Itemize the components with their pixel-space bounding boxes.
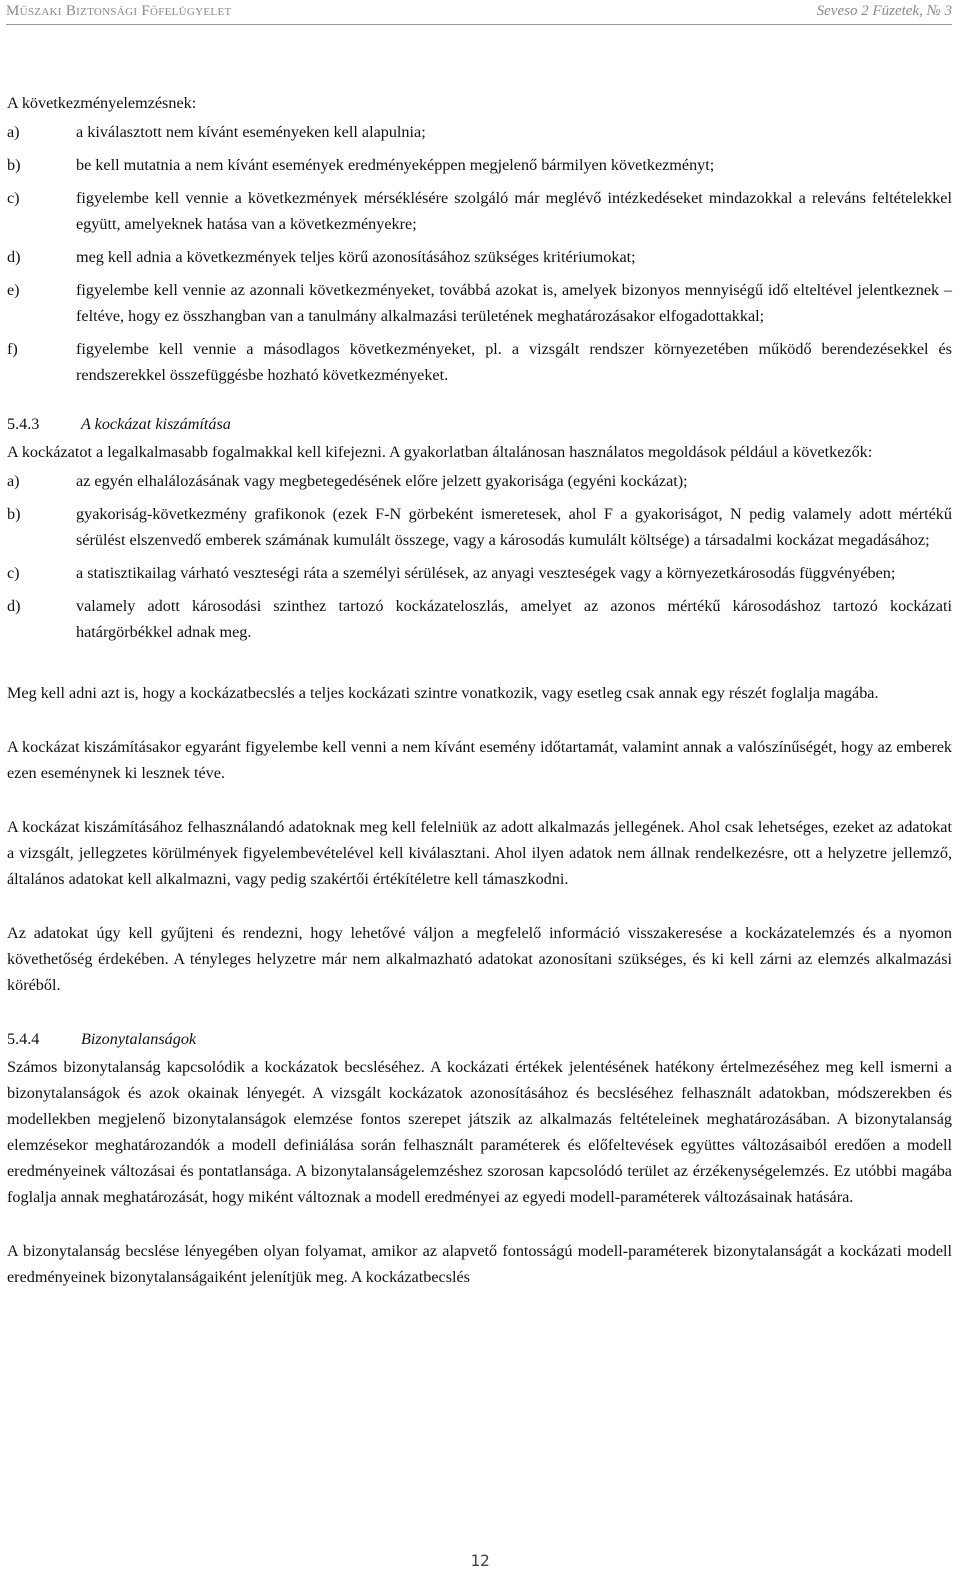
list-item [7,152,952,178]
list-item-text: figyelembe kell vennie az azonnali következményeket, továbbá azokat is, amelyek bizonyos mennyiségű idő elteltével jelentkeznek – feltéve, hogy ez összhangban van a tanulmány alkalmazási területének meghatározásakor elfogadottakkal; [76,281,952,325]
page-body [7,90,952,1290]
paragraph: Számos bizonytalanság kapcsolódik a kockázatok becsléséhez. A kockázati értékek jelentésének hatékony értelmezéséhez meg kell ismerni a bizonytalanságok és azok okainak lényegét. A vizsgált kockázatok azonosításához és becsléséhez felhasznált adatokban, módszerekben és modellekben megjelenő bizonytalanságok elemzése fontos szerepet játszik az alkalmazás feltételeinek meghatározásában. A bizonytalanság elemzésekor meghatározandók a modell definiálása során felhasznált paraméterek és előfeltevések együttes változásaiból eredően a modell eredményeinek változásai és pontatlansága. A bizonytalanságelemzéshez szorosan kapcsolódó terület az érzékenységelemzés. Ez utóbbi magába foglalja annak meghatározását, hogy miként változnak a modell eredményei az egyedi modell-paraméterek változásainak hatására. [7,1058,952,1206]
list-item [7,336,952,388]
paragraph: A kockázat kiszámításakor egyaránt figyelembe kell venni a nem kívánt esemény időtartamát, valamint annak a valószínűségét, hogy az emberek ezen eseménynek ki lesznek téve. [7,738,952,782]
list-marker: c) [7,564,20,582]
paragraph: A bizonytalanság becslése lényegében olyan folyamat, amikor az alapvető fontosságú modell-paraméterek bizonytalanságát a kockázati modell eredményeinek bizonytalanságaiként jelenítjük meg. A kockázatbecslés [7,1242,952,1286]
consequence-analysis-list [7,119,952,388]
list-item-text: gyakoriság-következmény grafikonok (ezek F-N görbeként ismeretesek, ahol F a gyakoriságot, N pedig valamely adott mértékű sérülést elszenvedő emberek számának kumulált összege, vagy a károsodás kumulált költsége) a társadalmi kockázat megadásához; [76,505,952,549]
list-item [7,185,952,237]
consequence-analysis-intro: A következményelemzésnek: [7,94,197,112]
header-organization: Műszaki Biztonsági Főfelügyelet [6,3,232,19]
list-item [7,244,952,270]
section-heading-5-4-3 [7,411,952,437]
list-item-text: figyelembe kell vennie a másodlagos következményeket, pl. a vizsgált rendszer környezetében működő berendezésekkel és rendszerekkel összefüggésbe hozható következményeket. [76,340,952,384]
list-item [7,119,952,145]
section-number: 5.4.3 [7,415,40,433]
list-marker: d) [7,248,21,266]
section-title: Bizonytalanságok [81,1030,197,1048]
list-marker: b) [7,156,21,174]
risk-calculation-intro: A kockázatot a legalkalmasabb fogalmakkal kell kifejezni. A gyakorlatban általánosan használatos megoldások például a következők: [7,443,873,461]
paragraph: A kockázat kiszámításához felhasználandó adatoknak meg kell felelniük az adott alkalmazás jellegének. Ahol csak lehetséges, ezeket az adatokat a vizsgált, jellegzetes körülmények figyelembevételével kell kiválasztani. Ahol ilyen adatok nem állnak rendelkezésre, ott a helyzetre jellemző, általános adatokat kell alkalmazni, vagy pedig szakértői értékítéletre kell támaszkodni. [7,818,952,888]
paragraph: Meg kell adni azt is, hogy a kockázatbecslés a teljes kockázati szintre vonatkozik, vagy esetleg csak annak egy részét foglalja magába. [7,684,879,702]
list-marker: b) [7,505,21,523]
list-marker: a) [7,472,20,490]
list-marker: e) [7,281,20,299]
list-item [7,501,952,553]
header-series: Seveso 2 Füzetek, № 3 [816,3,952,19]
page-header [6,0,952,25]
list-item [7,468,952,494]
list-item-text: a statisztikailag várható veszteségi ráta a személyi sérülések, az anyagi veszteségek vagy a környezetkárosodás függvényében; [76,564,896,582]
section-title: A kockázat kiszámítása [81,415,231,433]
list-marker: f) [7,340,18,358]
section-number: 5.4.4 [7,1030,40,1048]
list-marker: c) [7,189,20,207]
list-item-text: be kell mutatnia a nem kívánt események eredményeképpen megjelenő bármilyen következményt; [76,156,715,174]
paragraph: Az adatokat úgy kell gyűjteni és rendezni, hogy lehetővé váljon a megfelelő információ visszakeresése a kockázatelemzés és a nyomon követhetőség érdekében. A tényleges helyzetre már nem alkalmazható adatokat azonosítani szükséges, és ki kell zárni az elemzés alkalmazási köréből. [7,924,952,994]
list-item-text: meg kell adnia a következmények teljes körű azonosításához szükséges kritériumokat; [76,248,636,266]
list-item [7,277,952,329]
list-item-text: figyelembe kell vennie a következmények mérséklésére szolgáló már meglévő intézkedéseket mindazokkal a releváns feltételekkel együtt, amelyeknek hatása van a következményekre; [76,189,952,233]
list-item-text: az egyén elhalálozásának vagy megbetegedésének előre jelzett gyakorisága (egyéni kockázat); [76,472,688,490]
list-item-text: valamely adott károsodási szinthez tartozó kockázateloszlás, amelyet az azonos mértékű károsodáshoz tartozó kockázati határgörbékkel adnak meg. [76,597,952,641]
section-heading-5-4-4 [7,1026,952,1052]
list-marker: a) [7,123,20,141]
page-number: 12 [470,1551,490,1570]
risk-expression-list [7,468,952,645]
list-marker: d) [7,597,21,615]
list-item-text: a kiválasztott nem kívánt eseményeken kell alapulnia; [76,123,426,141]
list-item [7,593,952,645]
list-item [7,560,952,586]
